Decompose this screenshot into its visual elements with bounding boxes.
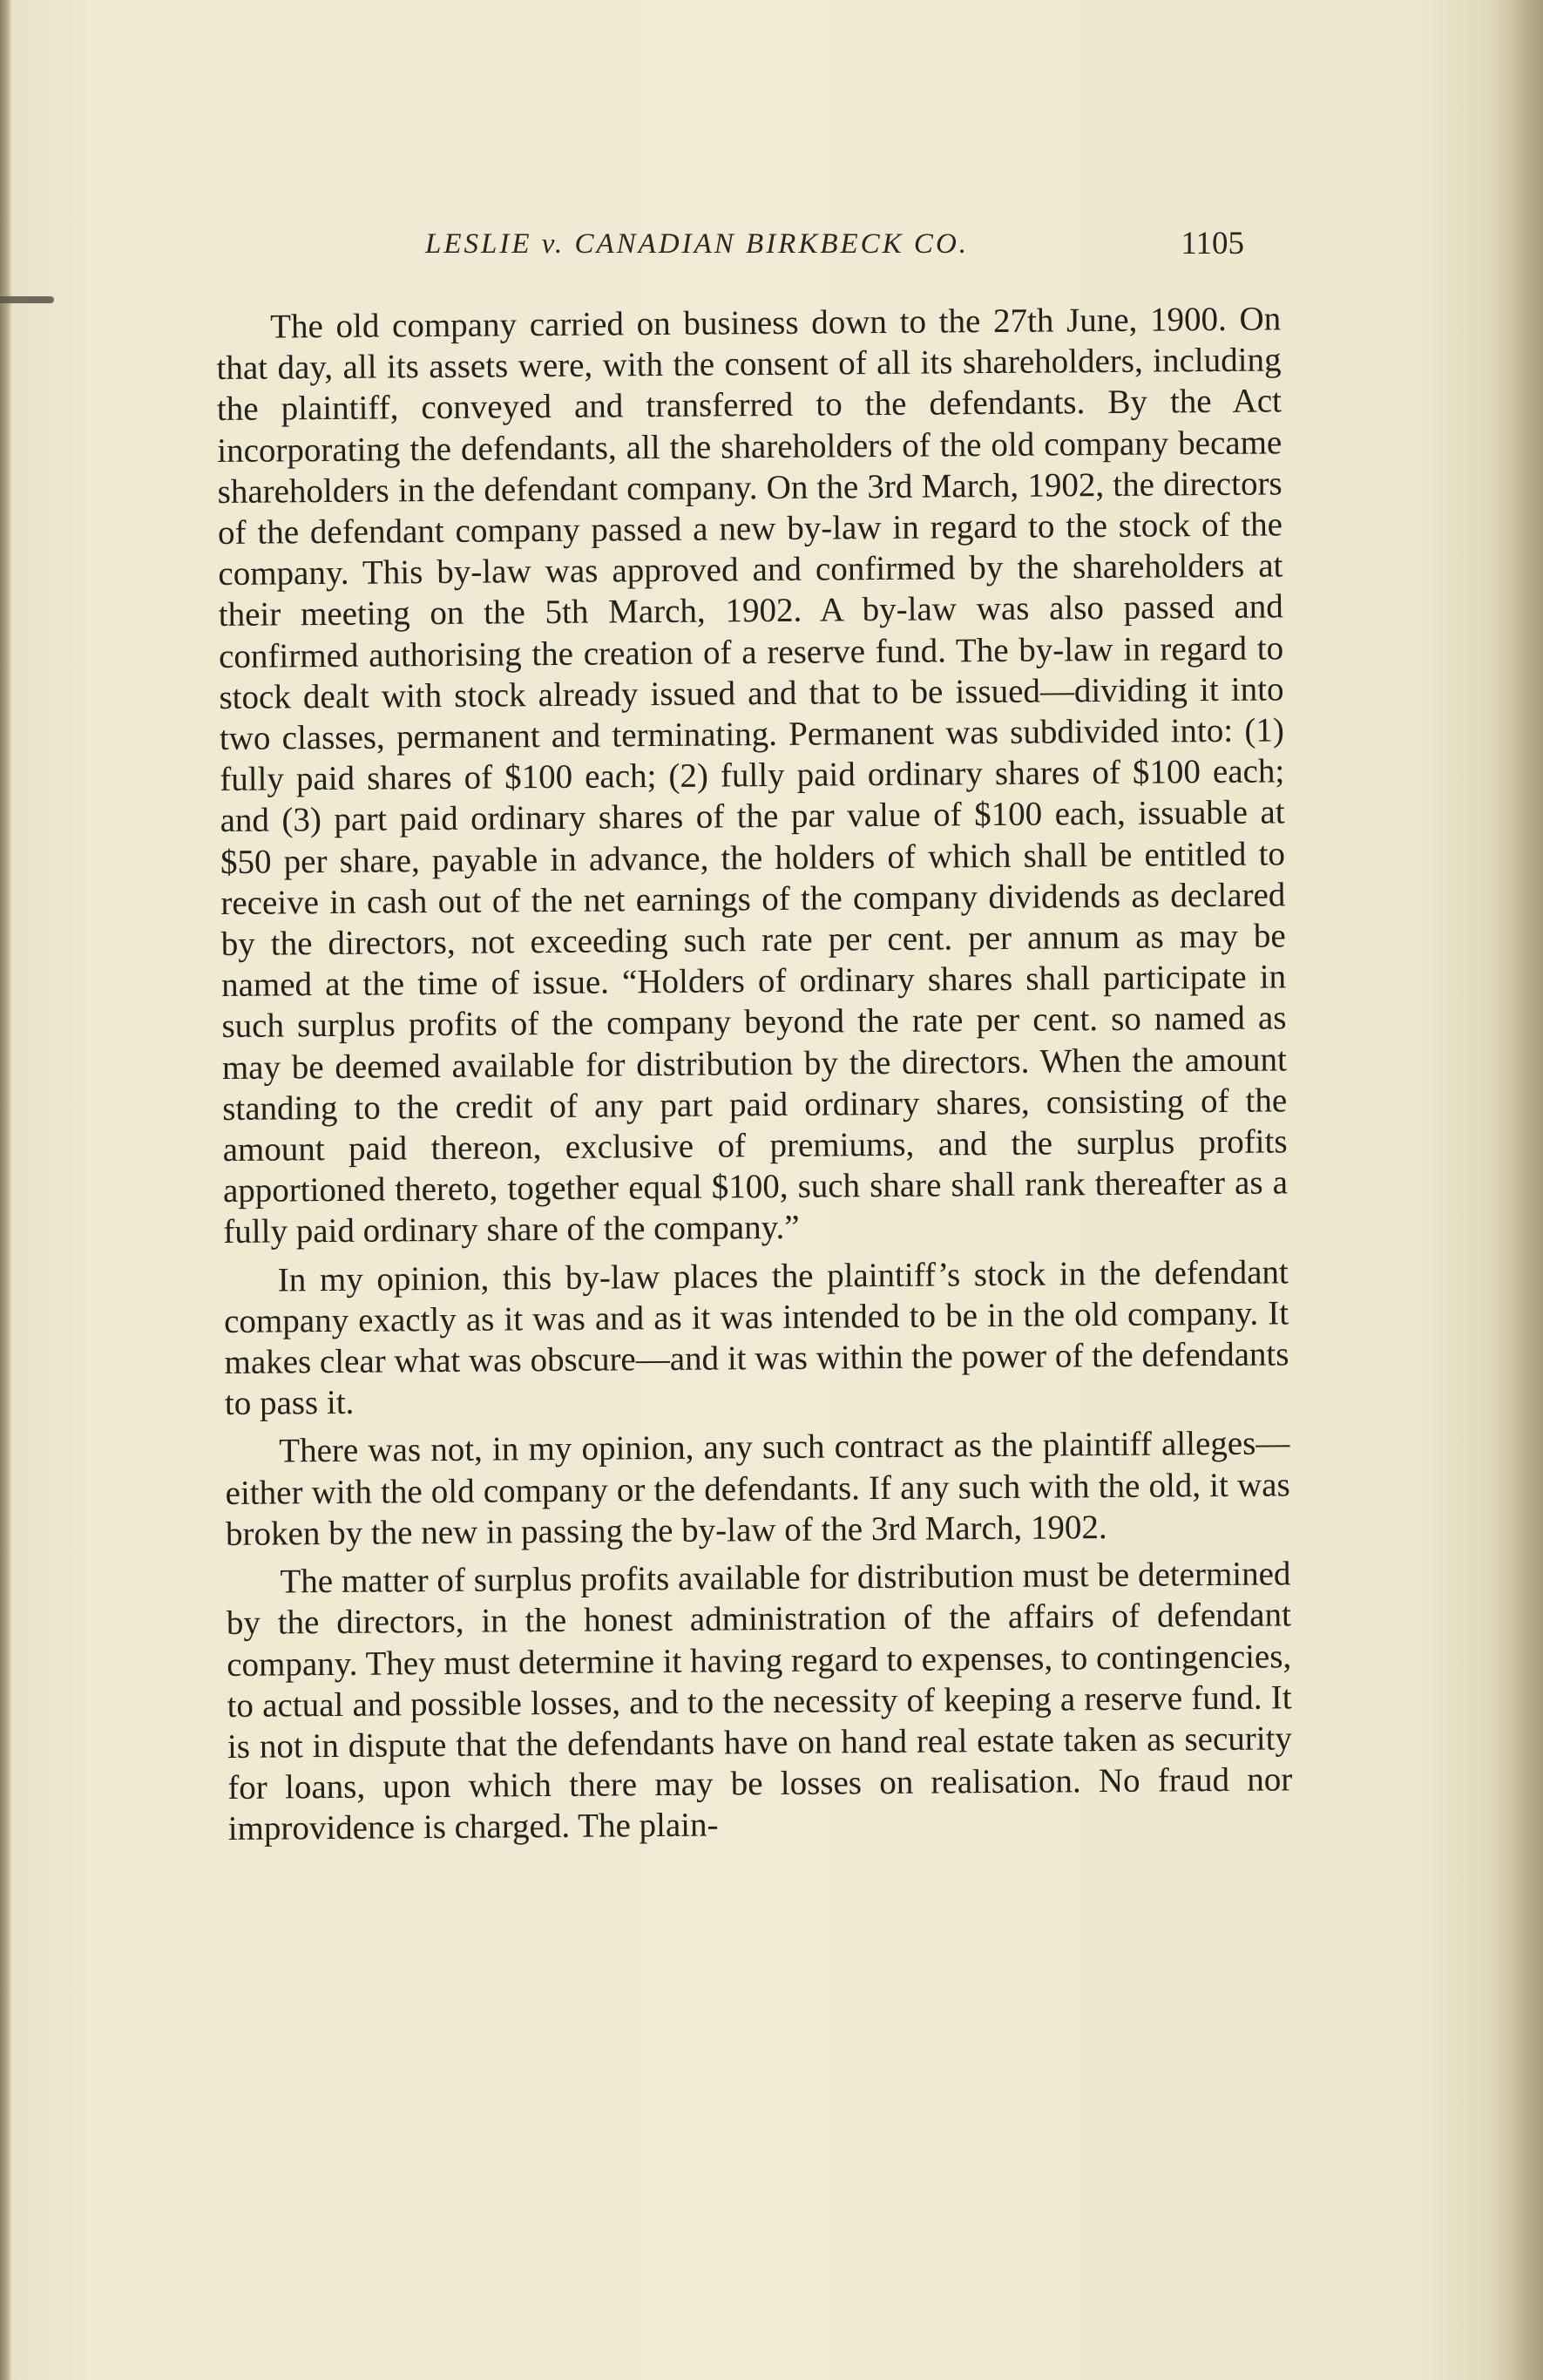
page-left-edge	[0, 0, 12, 2380]
page-right-edge	[1491, 0, 1543, 2380]
body-text	[216, 298, 1293, 1849]
page-header	[425, 228, 1244, 272]
paragraph: In my opinion, this by-law places the plaintiff’s stock in the defendant company exactly as it was and as it was intended to be in the old company. It makes clear what was obscure—and it was within the power of the defendants to pass it.	[223, 1253, 1289, 1423]
paragraph: The old company carried on business down to the 27th June, 1900. On that day, all its assets were, with the consent of all its shareholders, including the plaintiff, conveyed and transferred to the defendants. By the Act incorporating the defendants, all the shareholders of the old company became shareholders in the defendant company. On the 3rd March, 1902, the directors of the defendant company passed a new by-law in regard to the stock of the company. This by-law was approved and confirmed by the shareholders at their meeting on the 5th March, 1902. A by-law was also passed and confirmed authorising the creation of a reserve fund. The by-law in regard to stock dealt with stock already issued and that to be issued—dividing it into two classes, permanent and terminating. Permanent was subdivided into: (1) fully paid shares of $100 each; (2) fully paid ordinary shares of $100 each; and (3) part paid ordinary shares of the par value of $100 each, issuable at $50 per share, payable in advance, the holders of which shall be entitled to receive in cash out of the net earnings of the company dividends as declared by the directors, not exceeding such rate per cent. per annum as may be named at the time of issue. “Holders of ordinary shares shall participate in such surplus profits of the company beyond the rate per cent. so named as may be deemed available for distribution by the directors. When the amount standing to the credit of any part paid ordinary shares, consisting of the amount paid thereon, exclusive of premiums, and the surplus profits apportioned thereto, together equal $100, such share shall rank thereafter as a fully paid ordinary share of the company.”	[216, 300, 1289, 1251]
margin-mark	[0, 296, 54, 303]
paragraph: There was not, in my opinion, any such contract as the plaintiff alleges—either with the old company or the defendants. If any such with the old, it was broken by the new in passing the by-law of the 3rd March, 1902.	[225, 1424, 1290, 1553]
running-title: LESLIE v. CANADIAN BIRKBECK CO.	[425, 228, 970, 260]
page-number: 1105	[1181, 226, 1244, 261]
paragraph: The matter of surplus profits available for distribution must be determined by the directors, in the honest administration of the affairs of defendant company. They must determine it having regard to expenses, to contingencies, to actual and possible losses, and to the necessity of keeping a reserve fund. It is not in dispute that the defendants have on hand real estate taken as security for loans, upon which there may be losses on realisation. No fraud nor improvidence is charged. The plain-	[226, 1555, 1293, 1848]
